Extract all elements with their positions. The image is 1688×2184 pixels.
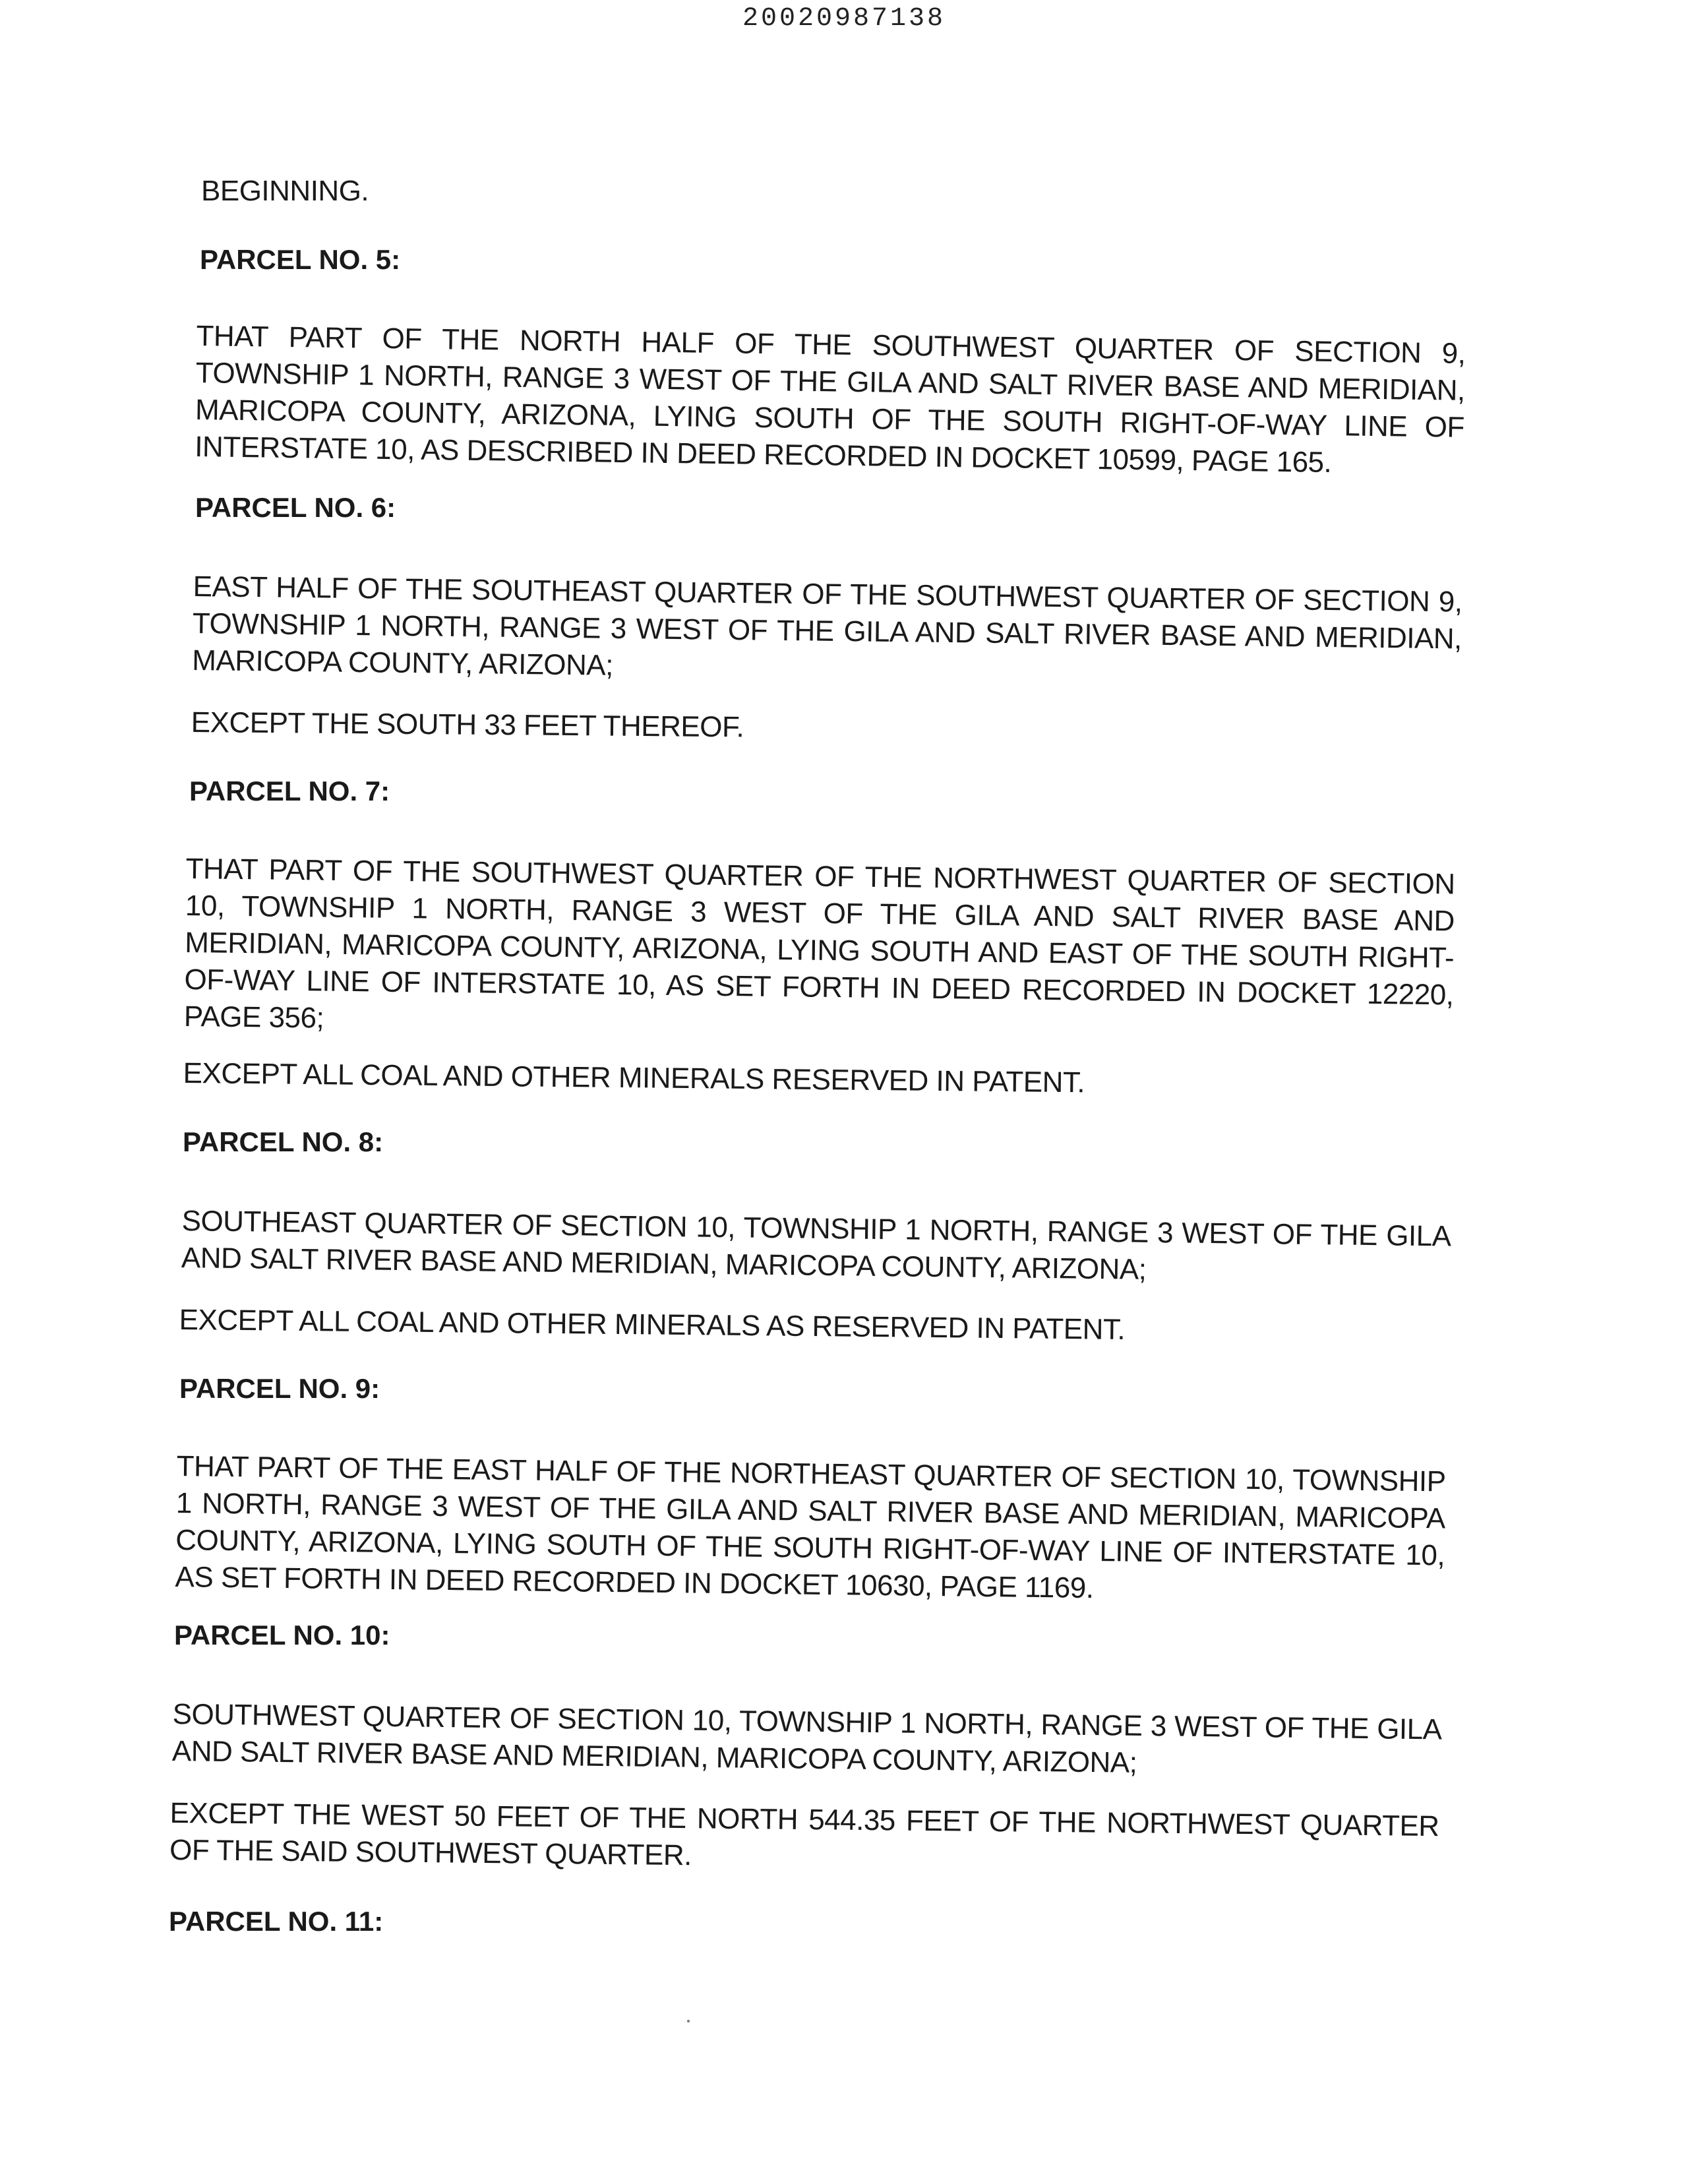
parcel-description: SOUTHEAST QUARTER OF SECTION 10, TOWNSHIP 1 NORTH, RANGE 3 WEST OF THE GILA AND SALT RIVER BASE AND MERIDIAN, MARICOPA COUNTY, ARIZONA; <box>181 1204 1451 1286</box>
parcel-heading: PARCEL NO. 8: <box>183 1126 384 1157</box>
parcel-heading: PARCEL NO. 7: <box>189 775 390 806</box>
scan-speck <box>687 2020 690 2022</box>
parcel-exception: EXCEPT ALL COAL AND OTHER MINERALS RESERVED IN PATENT. <box>183 1056 1085 1099</box>
document-number: 20020987138 <box>742 4 946 34</box>
intro-text: BEGINNING. <box>201 175 369 207</box>
parcel-description: SOUTHWEST QUARTER OF SECTION 10, TOWNSHIP 1 NORTH, RANGE 3 WEST OF THE GILA AND SALT RIVER BASE AND MERIDIAN, MARICOPA COUNTY, ARIZONA; <box>171 1697 1442 1779</box>
parcel-heading: PARCEL NO. 11: <box>169 1906 384 1937</box>
parcel-exception: EXCEPT ALL COAL AND OTHER MINERALS AS RESERVED IN PATENT. <box>179 1303 1126 1347</box>
parcel-description: THAT PART OF THE NORTH HALF OF THE SOUTHWEST QUARTER OF SECTION 9, TOWNSHIP 1 NORTH, RANGE 3 WEST OF THE GILA AND SALT RIVER BASE AND MERIDIAN, MARICOPA COUNTY, ARIZONA, LYING SOUTH OF THE SOUTH RIGHT-OF-WAY LINE OF INTERSTATE 10, AS DESCRIBED IN DEED RECORDED IN DOCKET 10599, PAGE 165. <box>194 319 1466 479</box>
parcel-description: EAST HALF OF THE SOUTHEAST QUARTER OF THE SOUTHWEST QUARTER OF SECTION 9, TOWNSHIP 1 NORTH, RANGE 3 WEST OF THE GILA AND SALT RIVER BASE AND MERIDIAN, MARICOPA COUNTY, ARIZONA; <box>191 570 1462 682</box>
parcel-heading: PARCEL NO. 5: <box>200 244 401 275</box>
parcel-description: THAT PART OF THE SOUTHWEST QUARTER OF THE NORTHWEST QUARTER OF SECTION 10, TOWNSHIP 1 NORTH, RANGE 3 WEST OF THE GILA AND SALT RIVER BASE AND MERIDIAN, MARICOPA COUNTY, ARIZONA, LYING SOUTH AND EAST OF THE SOUTH RIGHT-OF-WAY LINE OF INTERSTATE 10, AS SET FORTH IN DEED RECORDED IN DOCKET 12220, PAGE 356; <box>183 852 1455 1035</box>
parcel-heading: PARCEL NO. 6: <box>195 492 396 523</box>
parcel-exception: EXCEPT THE WEST 50 FEET OF THE NORTH 544.35 FEET OF THE NORTHWEST QUARTER OF THE SAID SOUTHWEST QUARTER. <box>169 1796 1439 1872</box>
parcel-heading: PARCEL NO. 10: <box>174 1620 390 1651</box>
parcel-heading: PARCEL NO. 9: <box>179 1373 380 1404</box>
parcel-description: THAT PART OF THE EAST HALF OF THE NORTHEAST QUARTER OF SECTION 10, TOWNSHIP 1 NORTH, RANGE 3 WEST OF THE GILA AND SALT RIVER BASE AND MERIDIAN, MARICOPA COUNTY, ARIZONA, LYING SOUTH OF THE SOUTH RIGHT-OF-WAY LINE OF INTERSTATE 10, AS SET FORTH IN DEED RECORDED IN DOCKET 10630, PAGE 1169. <box>175 1449 1446 1605</box>
parcel-exception: EXCEPT THE SOUTH 33 FEET THEREOF. <box>191 706 744 744</box>
